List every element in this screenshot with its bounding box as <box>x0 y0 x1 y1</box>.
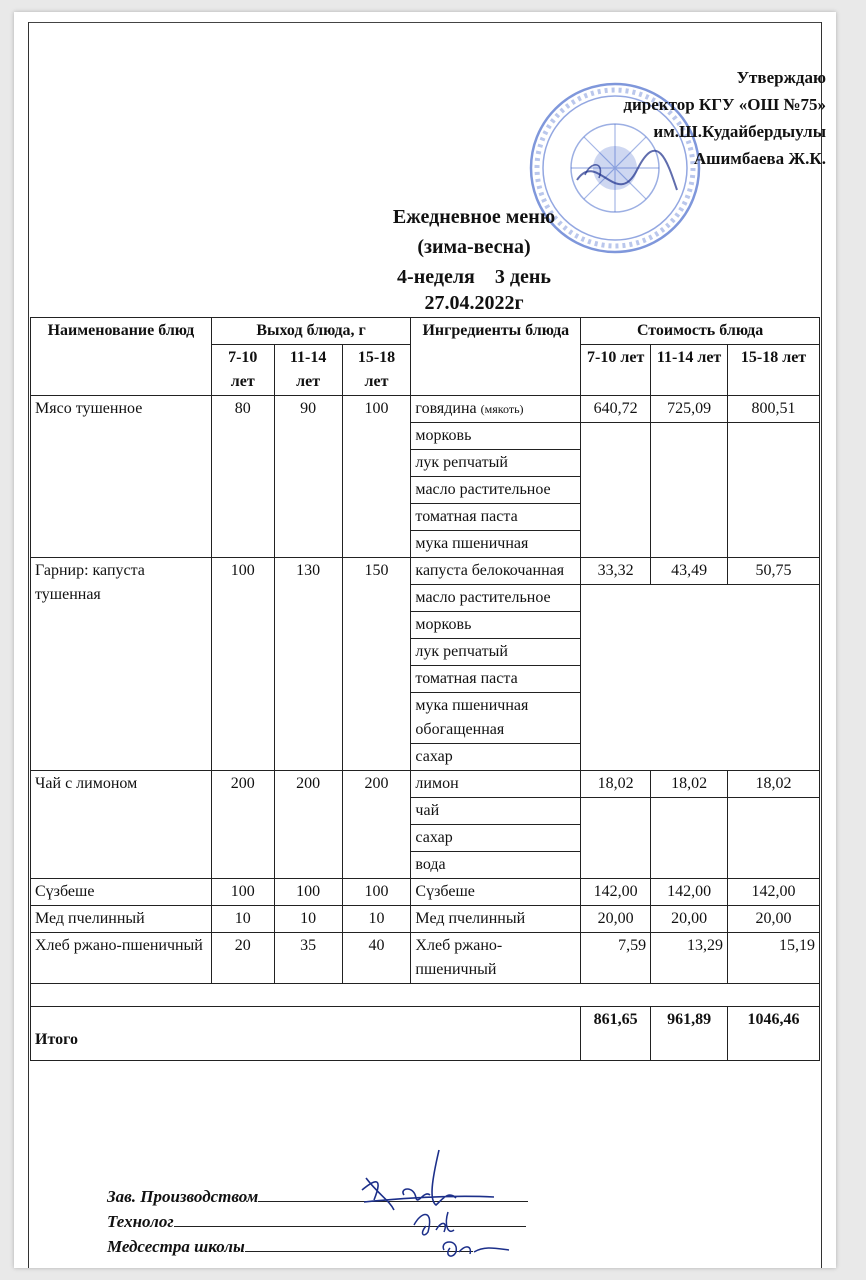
dish-cost: 20,00 <box>651 906 728 933</box>
total-cost: 1046,46 <box>728 1007 820 1061</box>
ingredient: вода <box>411 852 581 879</box>
approval-line-4: Ашимбаева Ж.К. <box>693 149 826 168</box>
output-age-15-18: 15-18 лет <box>342 345 411 396</box>
dish-output: 10 <box>274 906 342 933</box>
dish-cost: 15,19 <box>728 933 820 984</box>
table-row <box>31 906 820 933</box>
dish-output: 130 <box>274 558 342 771</box>
cost-age-11-14: 11-14 лет <box>651 345 728 396</box>
dish-cost: 43,49 <box>651 558 728 585</box>
dish-cost: 33,32 <box>581 558 651 585</box>
empty-cost-cell <box>581 798 651 879</box>
menu-table <box>30 317 820 1061</box>
ingredient: морковь <box>411 423 581 450</box>
ingredient: капуста белокочанная <box>411 558 581 585</box>
header-cost: Стоимость блюда <box>581 318 820 345</box>
ingredient <box>411 396 581 423</box>
dish-output: 100 <box>342 396 411 558</box>
ingredient: лимон <box>411 771 581 798</box>
technologist-label: Технолог <box>107 1212 174 1231</box>
dish-cost: 18,02 <box>651 771 728 798</box>
ingredient-name: говядина <box>415 400 477 417</box>
table-row <box>31 933 820 984</box>
ingredient: Сүзбеше <box>411 879 581 906</box>
dish-output: 80 <box>211 396 274 558</box>
total-cost: 961,89 <box>651 1007 728 1061</box>
empty-cost-cell <box>728 423 820 558</box>
menu-season: (зима-весна) <box>417 236 531 258</box>
dish-output: 100 <box>211 879 274 906</box>
dish-name: Гарнир: капуста тушенная <box>31 558 212 771</box>
dish-cost: 13,29 <box>651 933 728 984</box>
handwritten-signatures <box>344 1140 544 1270</box>
cost-age-15-18: 15-18 лет <box>728 345 820 396</box>
dish-output: 10 <box>342 906 411 933</box>
approval-block <box>623 64 826 172</box>
ingredient: сахар <box>411 825 581 852</box>
total-row <box>31 1007 820 1061</box>
cost-age-7-10: 7-10 лет <box>581 345 651 396</box>
empty-cost-cell <box>581 423 651 558</box>
ingredient: сахар <box>411 744 581 771</box>
header-row <box>31 318 820 345</box>
ingredient: томатная паста <box>411 666 581 693</box>
table-row <box>31 396 820 423</box>
dish-output: 100 <box>342 879 411 906</box>
empty-cost-cell <box>581 585 820 771</box>
dish-cost: 142,00 <box>581 879 651 906</box>
page-right-border <box>821 22 822 1268</box>
dish-cost: 725,09 <box>651 396 728 423</box>
dish-output: 200 <box>274 771 342 879</box>
dish-cost: 7,59 <box>581 933 651 984</box>
dish-name: Мед пчелинный <box>31 906 212 933</box>
dish-name: Хлеб ржано-пшеничный <box>31 933 212 984</box>
empty-cost-cell <box>651 798 728 879</box>
dish-cost: 20,00 <box>581 906 651 933</box>
dish-cost: 800,51 <box>728 396 820 423</box>
dish-output: 200 <box>211 771 274 879</box>
dish-output: 35 <box>274 933 342 984</box>
dish-output: 90 <box>274 396 342 558</box>
header-ingredients: Ингредиенты блюда <box>411 318 581 396</box>
ingredient: чай <box>411 798 581 825</box>
dish-name: Чай с лимоном <box>31 771 212 879</box>
total-cost: 861,65 <box>581 1007 651 1061</box>
dish-cost: 142,00 <box>728 879 820 906</box>
dish-output: 20 <box>211 933 274 984</box>
menu-title: Ежедневное меню <box>392 206 556 228</box>
dish-output: 100 <box>211 558 274 771</box>
table-row <box>31 879 820 906</box>
ingredient: морковь <box>411 612 581 639</box>
output-age-7-10: 7-10 лет <box>211 345 274 396</box>
dish-cost: 142,00 <box>651 879 728 906</box>
approval-line-1: Утверждаю <box>736 68 826 87</box>
spacer-row <box>31 984 820 1007</box>
document-page <box>14 12 836 1268</box>
header-name: Наименование блюд <box>31 318 212 396</box>
ingredient: томатная паста <box>411 504 581 531</box>
dish-name: Сүзбеше <box>31 879 212 906</box>
table-row <box>31 558 820 585</box>
ingredient: Хлеб ржано-пшеничный <box>411 933 581 984</box>
total-label: Итого <box>31 1007 581 1061</box>
empty-cell <box>31 984 820 1007</box>
ingredient: мука пшеничная обогащенная <box>411 693 581 744</box>
dish-output: 100 <box>274 879 342 906</box>
dish-cost: 640,72 <box>581 396 651 423</box>
nurse-label: Медсестра школы <box>107 1237 245 1256</box>
ingredient: лук репчатый <box>411 639 581 666</box>
menu-week-day: 4-неделя 3 день <box>397 266 551 288</box>
output-age-11-14: 11-14 лет <box>274 345 342 396</box>
empty-cost-cell <box>651 423 728 558</box>
header-output: Выход блюда, г <box>211 318 411 345</box>
menu-date: 27.04.2022г <box>424 292 524 314</box>
dish-name: Мясо тушенное <box>31 396 212 558</box>
dish-output: 200 <box>342 771 411 879</box>
dish-cost: 50,75 <box>728 558 820 585</box>
approval-line-2: директор КГУ «ОШ №75» <box>623 95 826 114</box>
dish-output: 40 <box>342 933 411 984</box>
ingredient: Мед пчелинный <box>411 906 581 933</box>
empty-cost-cell <box>728 798 820 879</box>
ingredient-note: (мякоть) <box>480 402 524 416</box>
dish-cost: 20,00 <box>728 906 820 933</box>
production-label: Зав. Производством <box>107 1187 259 1206</box>
dish-output: 10 <box>211 906 274 933</box>
dish-output: 150 <box>342 558 411 771</box>
menu-heading <box>314 202 634 314</box>
table-row <box>31 771 820 798</box>
ingredient: мука пшеничная <box>411 531 581 558</box>
ingredient: масло растительное <box>411 477 581 504</box>
ingredient: лук репчатый <box>411 450 581 477</box>
page-left-border <box>28 22 29 1268</box>
dish-cost: 18,02 <box>728 771 820 798</box>
approval-line-3: им.Ш.Кудайбердыулы <box>653 122 826 141</box>
dish-cost: 18,02 <box>581 771 651 798</box>
ingredient: масло растительное <box>411 585 581 612</box>
